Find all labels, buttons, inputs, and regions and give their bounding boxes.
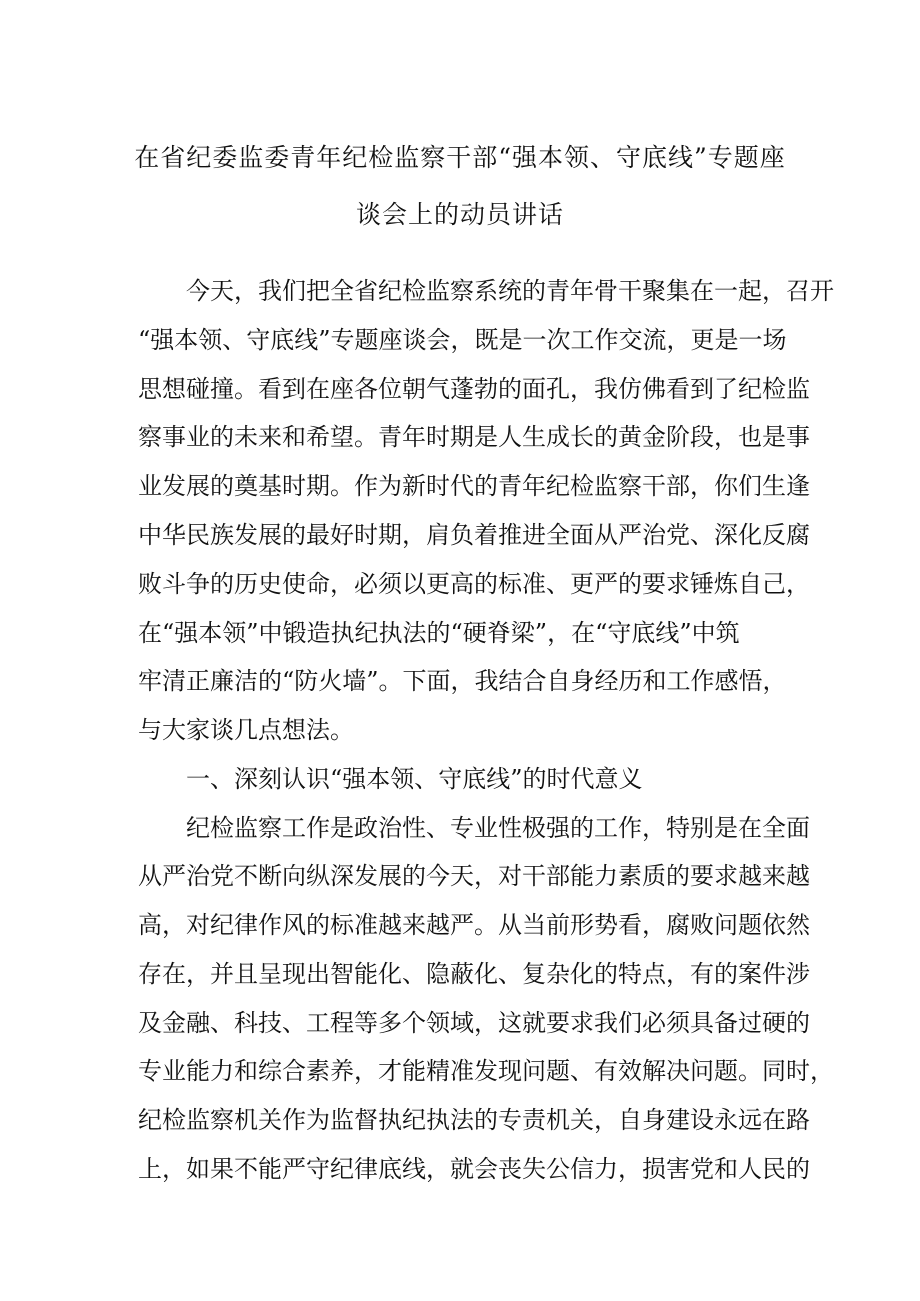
paragraph-1-line: 思想碰撞。看到在座各位朝气蓬勃的面孔，我仿佛看到了纪检监 bbox=[138, 375, 810, 403]
paragraph-1-line: 与大家谈几点想法。 bbox=[138, 716, 354, 744]
paragraph-2-line: 高，对纪律作风的标准越来越严。从当前形势看，腐败问题依然 bbox=[138, 911, 810, 939]
document-title-line-1: 在省纪委监委青年纪检监察干部“强本领、守底线”专题座 bbox=[134, 143, 786, 172]
paragraph-2-line: 及金融、科技、工程等多个领域，这就要求我们必须具备过硬的 bbox=[138, 1009, 810, 1037]
paragraph-1-line: 败斗争的历史使命，必须以更高的标准、更严的要求锤炼自己， bbox=[138, 570, 810, 598]
section-heading-1: 一、深刻认识“强本领、守底线”的时代意义 bbox=[186, 765, 643, 793]
paragraph-1-line: 业发展的奠基时期。作为新时代的青年纪检监察干部，你们生逢 bbox=[138, 472, 810, 500]
paragraph-1-line: “强本领、守底线”专题座谈会，既是一次工作交流，更是一场 bbox=[138, 326, 787, 354]
document-title-line-2: 谈会上的动员讲话 bbox=[355, 200, 564, 229]
paragraph-1-line: 今天，我们把全省纪检监察系统的青年骨干聚集在一起，召开 bbox=[186, 277, 834, 305]
paragraph-2-line: 上，如果不能严守纪律底线，就会丧失公信力，损害党和人民的 bbox=[138, 1155, 810, 1183]
paragraph-2-line: 存在，并且呈现出智能化、隐蔽化、复杂化的特点，有的案件涉 bbox=[138, 960, 810, 988]
paragraph-2-line: 纪检监察工作是政治性、专业性极强的工作，特别是在全面 bbox=[186, 814, 810, 842]
paragraph-2-line: 纪检监察机关作为监督执纪执法的专责机关，自身建设永远在路 bbox=[138, 1106, 810, 1134]
paragraph-2-line: 从严治党不断向纵深发展的今天，对干部能力素质的要求越来越 bbox=[138, 862, 810, 890]
paragraph-1-line: 在“强本领”中锻造执纪执法的“硬脊梁”，在“守底线”中筑 bbox=[138, 619, 740, 647]
paragraph-1-line: 察事业的未来和希望。青年时期是人生成长的黄金阶段，也是事 bbox=[138, 423, 810, 451]
paragraph-1-line: 中华民族发展的最好时期，肩负着推进全面从严治党、深化反腐 bbox=[138, 521, 810, 549]
paragraph-2-line: 专业能力和综合素养，才能精准发现问题、有效解决问题。同时， bbox=[138, 1057, 834, 1085]
paragraph-1-line: 牢清正廉洁的“防火墙”。下面，我结合自身经历和工作感悟， bbox=[138, 667, 787, 695]
